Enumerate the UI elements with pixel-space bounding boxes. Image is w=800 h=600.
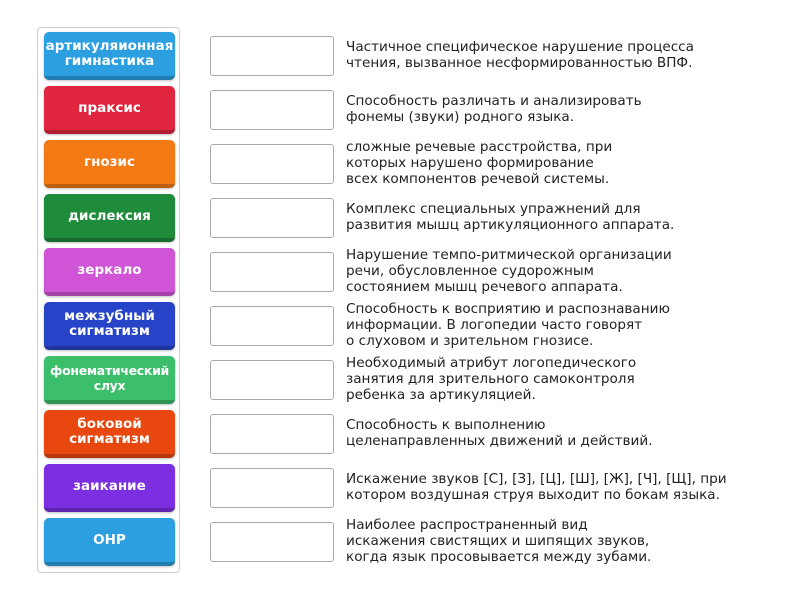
drop-slot[interactable] — [210, 306, 334, 346]
drop-slot[interactable] — [210, 90, 334, 130]
drop-slot[interactable] — [210, 414, 334, 454]
tile-lateral-sigmatism[interactable]: боковой сигматизм — [44, 410, 175, 458]
definition-text: Способность различать и анализировать фонемы (звуки) родного языка. — [346, 93, 642, 125]
drop-slot[interactable] — [210, 198, 334, 238]
definition-text: Нарушение темпо-ритмической организации речи, обусловленное судорожным состоянием мышц речевого аппарата. — [346, 247, 672, 295]
definition-text: Частичное специфическое нарушение процесса чтения, вызванное несформированностью ВПФ. — [346, 39, 694, 71]
drop-slot[interactable] — [210, 468, 334, 508]
definition-text: Способность к выполнению целенаправленных движений и действий. — [346, 417, 653, 449]
tile-dyslexia[interactable]: дислексия — [44, 194, 175, 242]
drop-slot[interactable] — [210, 144, 334, 184]
drop-slot[interactable] — [210, 36, 334, 76]
definition-text: Комплекс специальных упражнений для развития мышц артикуляционного аппарата. — [346, 201, 675, 233]
tile-stuttering[interactable]: заикание — [44, 464, 175, 512]
drop-slot[interactable] — [210, 360, 334, 400]
tile-onr[interactable]: ОНР — [44, 518, 175, 566]
definition-text: сложные речевые расстройства, при которых нарушено формирование всех компонентов речевой системы. — [346, 139, 613, 187]
tile-gnosis[interactable]: гнозис — [44, 140, 175, 188]
drop-slot[interactable] — [210, 522, 334, 562]
tile-mirror[interactable]: зеркало — [44, 248, 175, 296]
definition-text: Необходимый атрибут логопедического занятия для зрительного самоконтроля ребенка за артикуляцией. — [346, 355, 637, 403]
tile-praxis[interactable]: праксис — [44, 86, 175, 134]
definition-text: Наиболее распространенный вид искажения свистящих и шипящих звуков, когда язык просовывается между зубами. — [346, 517, 652, 565]
drop-slot[interactable] — [210, 252, 334, 292]
tile-phonemic-hearing[interactable]: фонематический слух — [44, 356, 175, 404]
tile-interdental-sigmatism[interactable]: межзубный сигматизм — [44, 302, 175, 350]
definition-text: Способность к восприятию и распознаванию информации. В логопедии часто говорят о слуховом и зрительном гнозисе. — [346, 301, 670, 349]
tile-articulation-gymnastics[interactable]: артикуляионная гимнастика — [44, 32, 175, 80]
definition-text: Искажение звуков [С], [З], [Ц], [Ш], [Ж], [Ч], [Щ], при котором воздушная струя выходит по бокам языка. — [346, 471, 727, 503]
